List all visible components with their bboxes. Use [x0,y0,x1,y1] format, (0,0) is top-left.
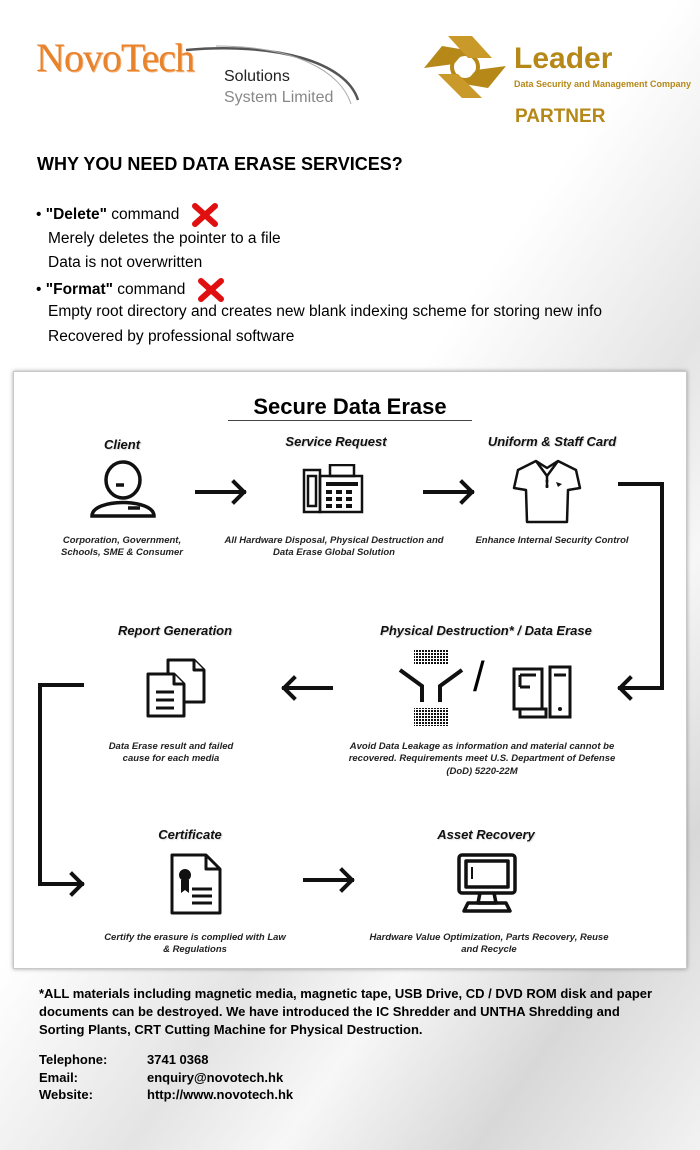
novotech-system-limited: System Limited [224,89,334,106]
arrow-left-icon [284,678,331,698]
format-bullet [36,278,224,302]
step-service-request-desc: All Hardware Disposal, Physical Destruction and Data Erase Global Solution [224,535,444,559]
secure-data-erase-panel [13,371,687,969]
website-label: Website: [39,1087,93,1102]
bracket-arrow-down-icon [40,685,82,894]
bullet-dot: • [36,206,42,224]
handshake-icon [418,28,512,108]
step-physical-destruction-title: Physical Destruction* / Data Erase [380,623,592,638]
client-person-icon [88,458,158,520]
leader-tagline: Data Security and Management Company [514,79,692,89]
step-uniform-title: Uniform & Staff Card [487,434,617,449]
arrow-right-icon [425,482,472,502]
x-mark-icon [192,203,218,227]
step-report-desc: Data Erase result and failed cause for each media [108,741,234,765]
monitor-icon [456,853,518,913]
computer-tower-icon [510,665,576,721]
arrow-right-icon [305,870,352,890]
partner-label: PARTNER [515,106,606,127]
novotech-wordmark: NovoTech [36,35,195,80]
novotech-logo [36,34,366,114]
delete-bullet [36,203,218,227]
format-command-word: command [117,281,186,299]
step-service-request-title: Service Request [285,434,387,449]
shredder-icon [392,650,472,728]
panel-title: Secure Data Erase [253,394,447,419]
step-client-title: Client [103,437,141,452]
why-title: WHY YOU NEED DATA ERASE SERVICES? [37,154,403,174]
leader-wordmark: Leader [514,42,613,75]
step-certificate-title: Certificate [158,827,222,842]
telephone-value: 3741 0368 [147,1052,209,1067]
step-certificate-desc: Certify the erasure is complied with Law & Regulations [104,932,286,956]
materials-footnote: *ALL materials including magnetic media, magnetic tape, USB Drive, CD / DVD ROM disk and paper documents can be destroyed. We have introduced the IC Shredder and UNTHA Shredding and Sorting Plants, CRT Cutting Machine for Physical Destruction. [39,986,653,1037]
email-label: Email: [39,1070,79,1085]
x-mark-icon [198,278,224,302]
leader-logo [418,26,692,136]
delete-command: "Delete" [45,206,107,224]
step-uniform-desc: Enhance Internal Security Control [475,535,629,546]
step-asset-recovery-title: Asset Recovery [437,827,535,842]
bracket-arrow-down-icon [620,484,662,698]
fax-machine-icon [302,464,364,516]
format-point-1: Empty root directory and creates new blank indexing scheme for storing new info [48,303,602,320]
step-asset-recovery-desc: Hardware Value Optimization, Parts Recovery, Reuse and Recycle [369,932,609,956]
bullet-dot: • [36,281,42,299]
step-client-desc: Corporation, Government, Schools, SME & Consumer [61,535,183,559]
step-report-title: Report Generation [117,623,233,638]
delete-command-word: command [111,206,180,224]
delete-point-2: Data is not overwritten [48,254,203,271]
novotech-solutions: Solutions [224,68,290,85]
format-point-2: Recovered by professional software [48,328,295,345]
polo-shirt-icon [512,458,582,524]
arrow-right-icon [197,482,244,502]
separator-slash: / [473,653,485,700]
certificate-icon [170,853,222,915]
telephone-label: Telephone: [39,1052,108,1067]
delete-point-1: Merely deletes the pointer to a file [48,230,281,247]
format-command: "Format" [45,281,113,299]
website-link[interactable]: http://www.novotech.hk [147,1087,294,1102]
documents-icon [146,658,208,720]
step-physical-destruction-desc: Avoid Data Leakage as information and material cannot be recovered. Requirements meet U.S. Department of Defense (DoD) 5220-22M [348,741,616,777]
email-link[interactable]: enquiry@novotech.hk [147,1070,284,1085]
